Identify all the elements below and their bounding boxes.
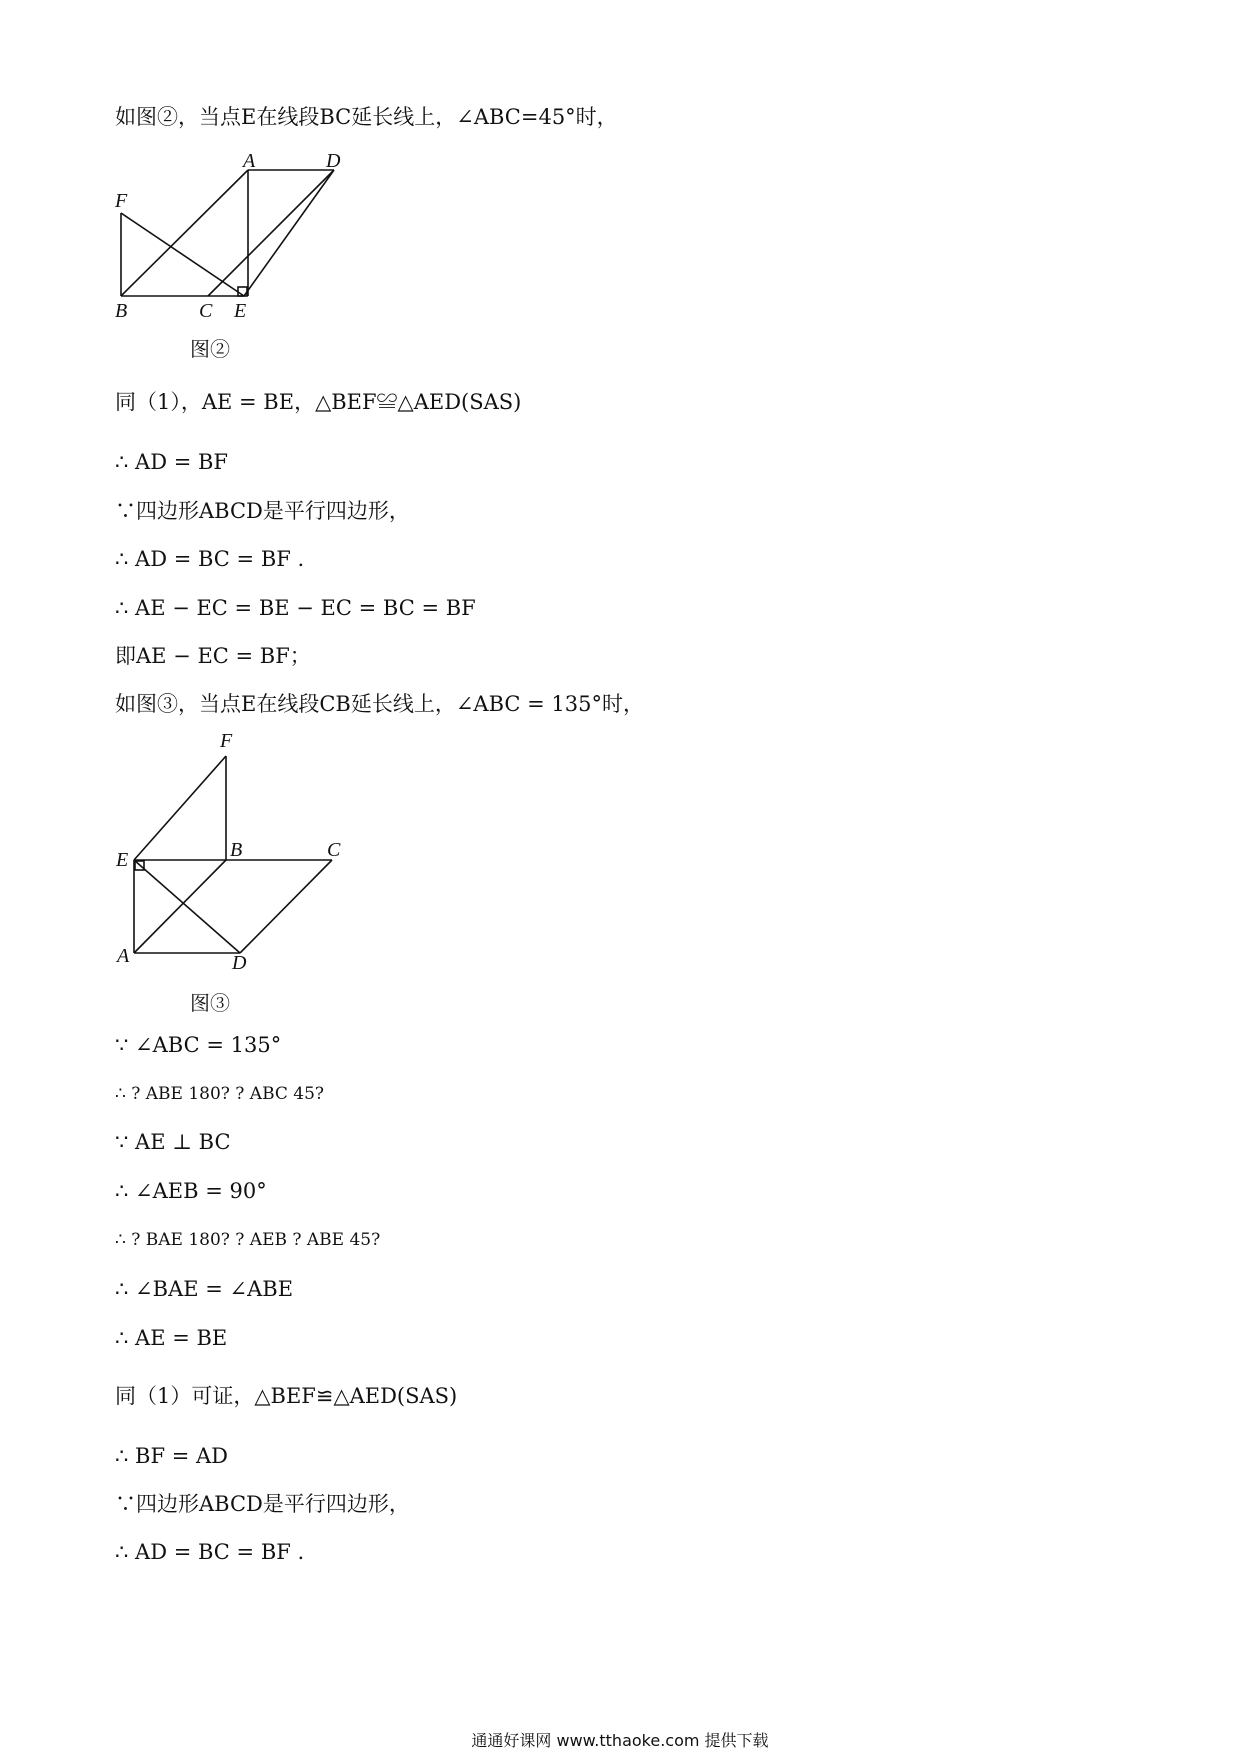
text-line-8: 如图③，当点E在线段CB延长线上，∠ABC = 135°时， — [115, 692, 645, 716]
text-line-16: 同（1）可证，△BEF≌△AED(SAS) — [115, 1384, 458, 1408]
text-line-17: ∴ BF = AD — [115, 1444, 228, 1468]
label-A: A — [117, 945, 130, 967]
text-line-15: ∴ AE = BE — [115, 1326, 228, 1350]
text-line-14: ∴ ∠BAE = ∠ABE — [115, 1277, 294, 1301]
text-line-10: ∴ ? ABE 180? ? ABC 45? — [115, 1084, 325, 1104]
label-B: B — [115, 300, 128, 322]
label-B: B — [230, 839, 243, 861]
text-line-9: ∵ ∠ABC = 135° — [115, 1033, 282, 1057]
figure-3-caption: 图③ — [190, 991, 230, 1015]
text-line-18: ∵四边形ABCD是平行四边形， — [115, 1492, 410, 1516]
text-line-3: ∴ AD = BF — [115, 450, 228, 474]
text-line-4: ∵四边形ABCD是平行四边形， — [115, 499, 410, 523]
text-line-5: ∴ AD = BC = BF . — [115, 547, 305, 571]
text-line-2: 同（1），AE = BE，△BEF≌△AED(SAS) — [115, 390, 522, 414]
text-line-12: ∴ ∠AEB = 90° — [115, 1179, 267, 1203]
segment-AB — [134, 860, 226, 953]
text-line-11: ∵ AE ⊥ BC — [115, 1130, 231, 1154]
label-A: A — [243, 150, 256, 172]
text-line-6: ∴ AE − EC = BE − EC = BC = BF — [115, 596, 476, 620]
label-F: F — [220, 730, 233, 752]
page-footer: 通通好课网 www.tthaoke.com 提供下载 — [471, 1731, 769, 1750]
text-line-1: 如图②，当点E在线段BC延长线上，∠ABC=45°时， — [115, 105, 618, 129]
label-D: D — [232, 952, 247, 974]
text-line-13: ∴ ? BAE 180? ? AEB ? ABE 45? — [115, 1230, 381, 1250]
label-E: E — [234, 300, 247, 322]
segment-ED — [134, 860, 240, 953]
label-C: C — [199, 300, 213, 322]
segment-DC — [240, 860, 332, 953]
segment-EF — [134, 756, 226, 860]
label-D: D — [326, 150, 341, 172]
figure-2-caption: 图② — [190, 337, 230, 361]
label-F: F — [115, 190, 128, 212]
label-E: E — [116, 849, 129, 871]
text-line-19: ∴ AD = BC = BF . — [115, 1540, 305, 1564]
text-line-7: 即AE − EC = BF； — [115, 644, 311, 668]
label-C: C — [327, 839, 341, 861]
